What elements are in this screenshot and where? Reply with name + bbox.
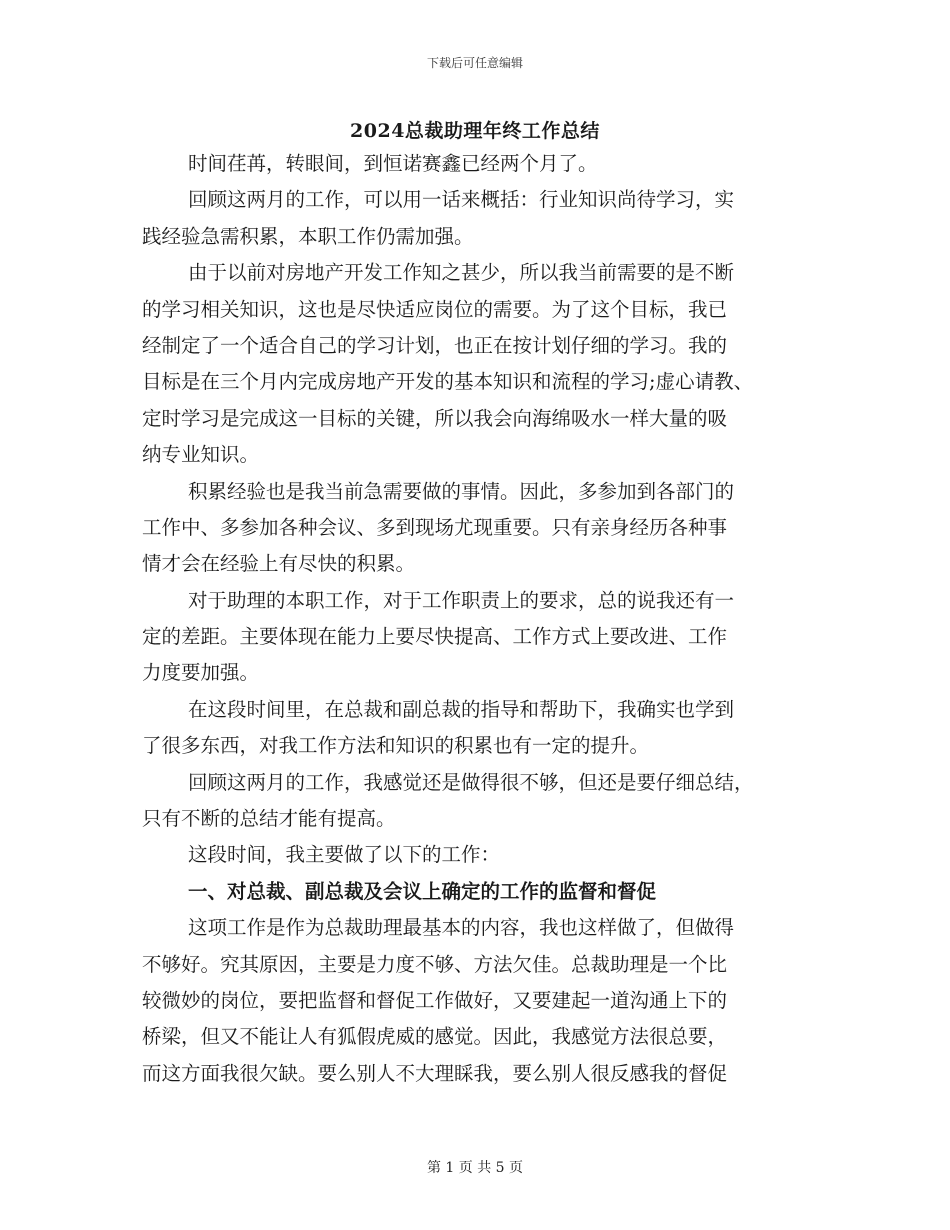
paragraph-line: 工作中、多参加各种会议、多到现场尤现重要。只有亲身经历各种事	[142, 515, 728, 539]
paragraph-line: 力度要加强。	[142, 661, 260, 685]
paragraph-line: 较微妙的岗位，要把监督和督促工作做好，又要建起一道沟通上下的	[142, 988, 728, 1012]
paragraph-line: 了很多东西，对我工作方法和知识的积累也有一定的提升。	[142, 734, 650, 758]
paragraph-line: 目标是在三个月内完成房地产开发的基本知识和流程的学习;虚心请教、	[142, 370, 754, 394]
paragraph-line: 对于助理的本职工作，对于工作职责上的要求，总的说我还有一	[188, 588, 735, 612]
paragraph-line: 情才会在经验上有尽快的积累。	[142, 552, 416, 576]
paragraph-line: 定的差距。主要体现在能力上要尽快提高、工作方式上要改进、工作	[142, 625, 728, 649]
page-footer: 第 1 页 共 5 页	[426, 1160, 524, 1176]
paragraph-line: 只有不断的总结才能有提高。	[142, 807, 396, 831]
section-heading: 一、对总裁、副总裁及会议上确定的工作的监督和督促	[188, 879, 657, 903]
paragraph-line: 在这段时间里，在总裁和副总裁的指导和帮助下，我确实也学到	[188, 697, 735, 721]
paragraph-line: 回顾这两月的工作，可以用一话来概括：行业知识尚待学习，实	[188, 188, 735, 212]
paragraph-line: 定时学习是完成这一目标的关键，所以我会向海绵吸水一样大量的吸	[142, 406, 728, 430]
paragraph-line: 的学习相关知识，这也是尽快适应岗位的需要。为了这个目标，我已	[142, 297, 728, 321]
document-title: 2024总裁助理年终工作总结	[350, 120, 600, 142]
document-body	[142, 146, 818, 1092]
paragraph-line: 这段时间，我主要做了以下的工作：	[188, 843, 501, 867]
paragraph-line: 由于以前对房地产开发工作知之甚少，所以我当前需要的是不断	[188, 261, 735, 285]
page-header-note: 下载后可任意编辑	[426, 56, 523, 70]
paragraph-line: 桥梁，但又不能让人有狐假虎威的感觉。因此，我感觉方法很总要，	[142, 1025, 728, 1049]
paragraph-line: 回顾这两月的工作，我感觉还是做得很不够，但还是要仔细总结，	[188, 770, 754, 794]
paragraph-line: 纳专业知识。	[142, 443, 260, 467]
paragraph-line: 经制定了一个适合自己的学习计划，也正在按计划仔细的学习。我的	[142, 333, 728, 357]
paragraph-line: 这项工作是作为总裁助理最基本的内容，我也这样做了，但做得	[188, 916, 735, 940]
paragraph-line: 而这方面我很欠缺。要么别人不大理睬我，要么别人很反感我的督促	[142, 1061, 728, 1085]
paragraph-line: 积累经验也是我当前急需要做的事情。因此，多参加到各部门的	[188, 479, 735, 503]
paragraph-line: 践经验急需积累，本职工作仍需加强。	[142, 224, 474, 248]
paragraph-line: 不够好。究其原因，主要是力度不够、方法欠佳。总裁助理是一个比	[142, 952, 728, 976]
paragraph-line: 时间荏苒，转眼间，到恒诺赛鑫已经两个月了。	[188, 152, 598, 175]
